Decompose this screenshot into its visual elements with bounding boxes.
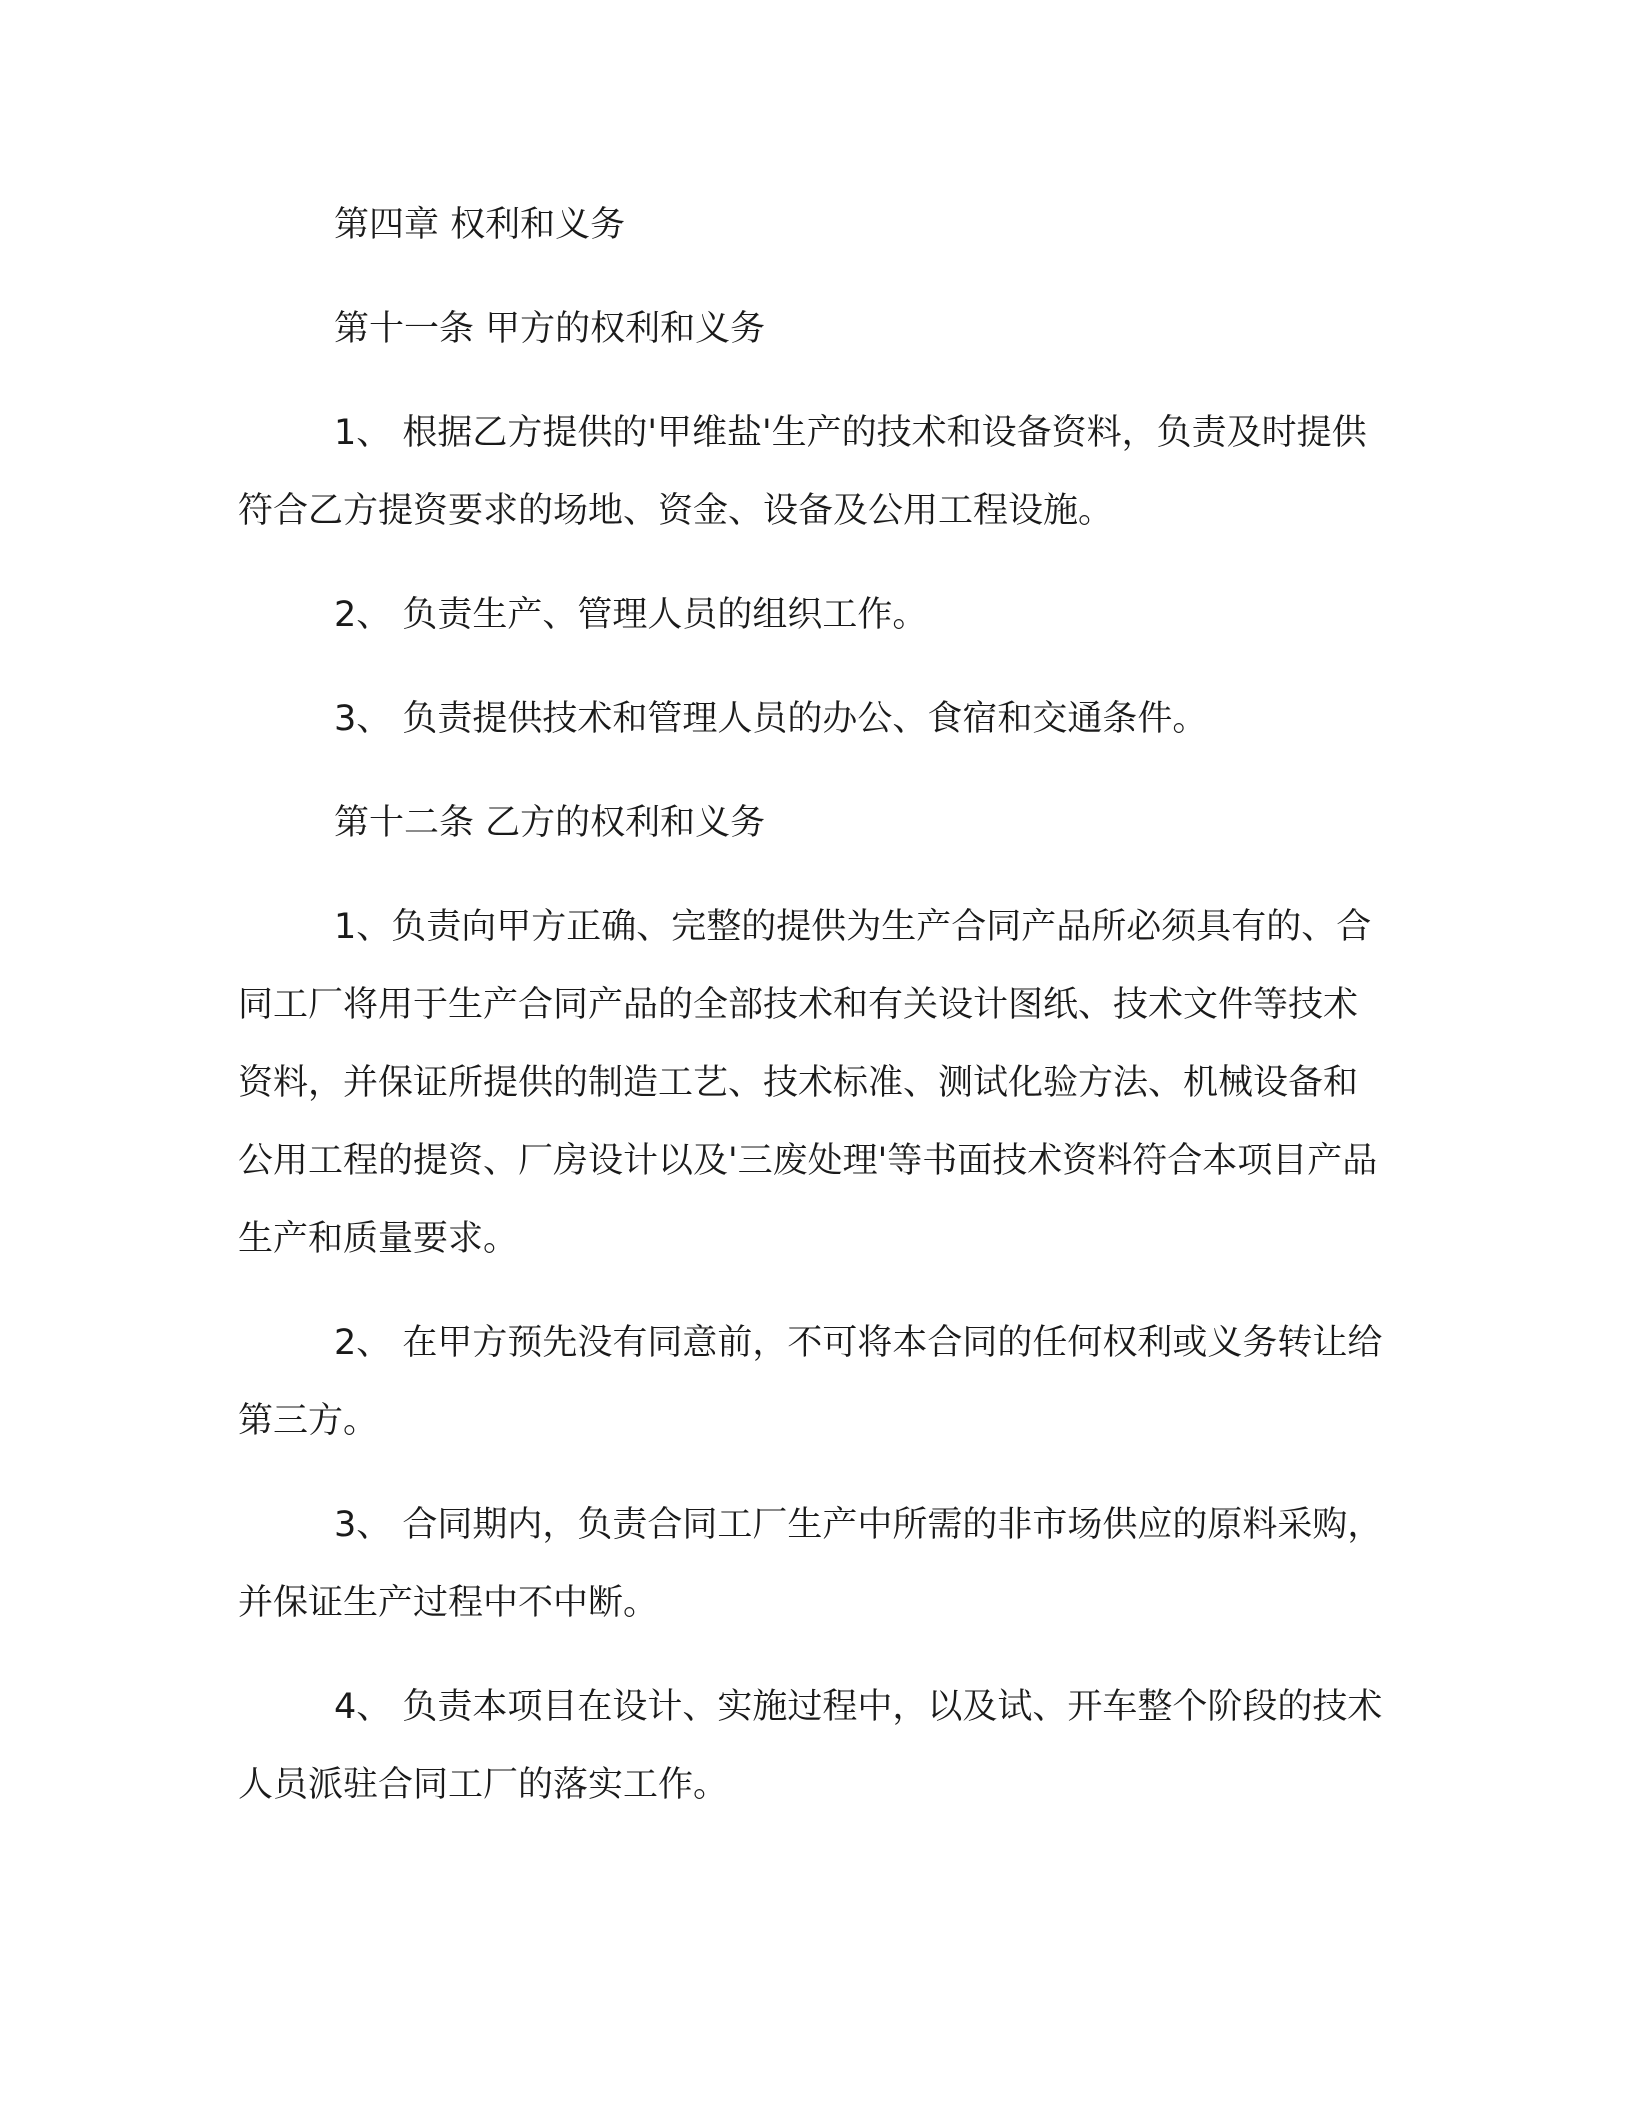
article-12-clause-4: 4、 负责本项目在设计、实施过程中，以及试、开车整个阶段的技术人员派驻合同工厂的落实工作。	[238, 1687, 1383, 1805]
article-12-clause-2: 2、 在甲方预先没有同意前，不可将本合同的任何权利或义务转让给第三方。	[238, 1323, 1383, 1441]
document-body	[238, 186, 1388, 1850]
article-11-clause-3: 3、 负责提供技术和管理人员的办公、食宿和交通条件。	[334, 699, 1208, 739]
article-12-clause-1: 1、负责向甲方正确、完整的提供为生产合同产品所必须具有的、合同工厂将用于生产合同产品的全部技术和有关设计图纸、技术文件等技术资料，并保证所提供的制造工艺、技术标准、测试化验方法、机械设备和公用工程的提资、厂房设计以及'三废处理'等书面技术资料符合本项目产品生产和质量要求。	[238, 907, 1378, 1259]
article-heading-12: 第十二条 乙方的权利和义务	[334, 803, 766, 843]
article-11-clause-2: 2、 负责生产、管理人员的组织工作。	[334, 595, 928, 635]
article-11-clause-1: 1、 根据乙方提供的'甲维盐'生产的技术和设备资料，负责及时提供符合乙方提资要求的场地、资金、设备及公用工程设施。	[238, 413, 1367, 531]
chapter-heading: 第四章 权利和义务	[334, 205, 626, 245]
article-12-clause-3: 3、 合同期内，负责合同工厂生产中所需的非市场供应的原料采购，并保证生产过程中不中断。	[238, 1505, 1383, 1623]
article-heading-11: 第十一条 甲方的权利和义务	[334, 309, 766, 349]
